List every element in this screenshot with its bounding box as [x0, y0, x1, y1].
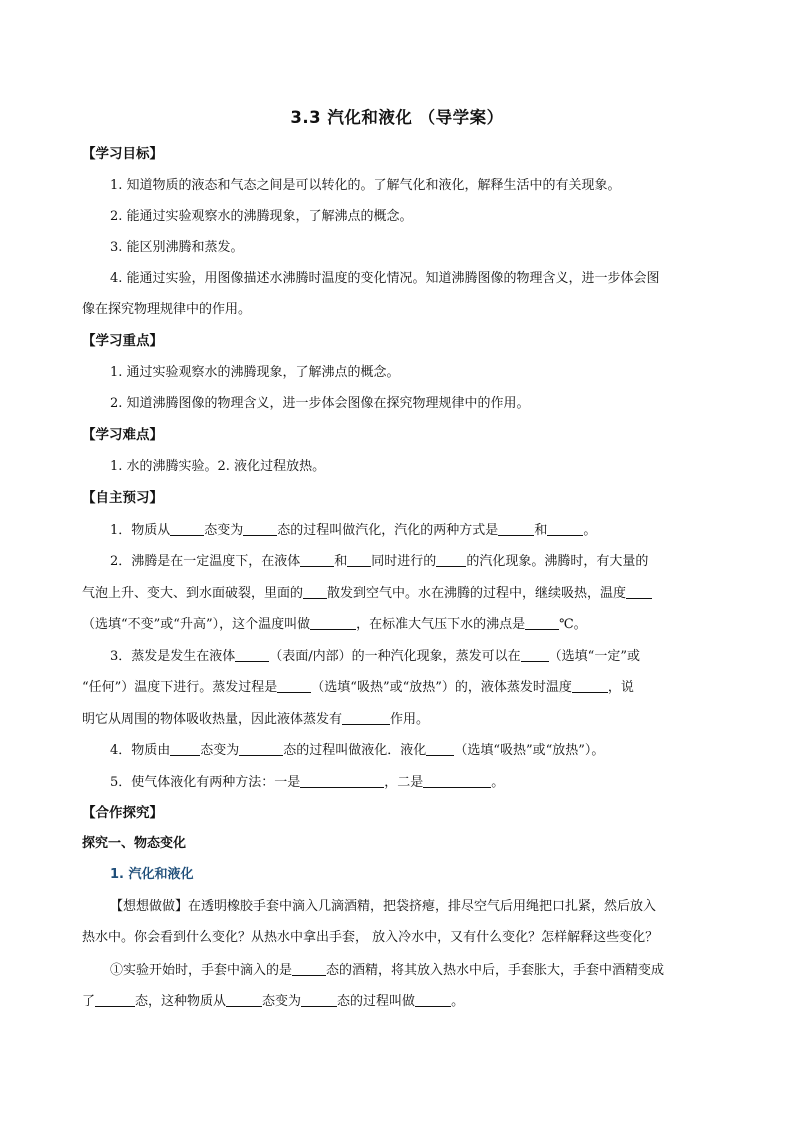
section-explore-heading: 【合作探究】	[82, 805, 163, 821]
goal-4-line-1: 4. 能通过实验，用图像描述水沸腾时温度的变化情况。知道沸腾图像的物理含义，进一步体会图	[110, 271, 660, 286]
preview-question-4: 4．物质由 态变为 态的过程叫做液化．液化 （选填“吸热”或“放热”）。	[110, 743, 605, 758]
blank-field[interactable]	[547, 522, 583, 536]
section-preview-heading: 【自主预习】	[82, 490, 163, 506]
blank-field[interactable]	[277, 679, 311, 693]
section-difficulty-heading: 【学习难点】	[82, 427, 163, 443]
section-focus-heading: 【学习重点】	[82, 333, 163, 349]
blank-field[interactable]	[423, 774, 491, 788]
blank-field[interactable]	[243, 522, 277, 536]
goal-1: 1. 知道物质的液态和气态之间是可以转化的。了解气化和液化，解释生活中的有关现象。	[110, 178, 621, 193]
goal-2: 2. 能通过实验观察水的沸腾现象，了解沸点的概念。	[110, 209, 413, 224]
blank-field[interactable]	[626, 585, 652, 599]
preview-question-3-line-1: 3．蒸发是发生在液体 （表面/内部）的一种汽化现象，蒸发可以在 （选填“一定”或	[110, 649, 640, 664]
explore-subheading-1: 1. 汽化和液化	[110, 867, 194, 882]
preview-question-5: 5．使气体液化有两种方法：一是 ，二是 。	[110, 775, 505, 790]
blank-field[interactable]	[235, 648, 269, 662]
explore-paragraph-1-line-2: 热水中。你会看到什么变化？从热水中拿出手套， 放入冷水中，又有什么变化？怎样解释这些变化？	[82, 930, 659, 945]
page-title: 3.3 汽化和液化 （导学案）	[290, 108, 504, 127]
blank-field[interactable]	[303, 585, 327, 599]
blank-field[interactable]	[525, 616, 559, 630]
blank-field[interactable]	[95, 993, 135, 1007]
explore-paragraph-1-line-1: 【想想做做】在透明橡胶手套中滴入几滴酒精，把袋挤瘪，排尽空气后用绳把口扎紧，然后放入	[110, 899, 657, 914]
blank-field[interactable]	[498, 522, 534, 536]
preview-question-1: 1．物质从 态变为 态的过程叫做汽化，汽化的两种方式是 和 。	[110, 523, 597, 538]
difficulty-1: 1. 水的沸腾实验。2. 液化过程放热。	[110, 459, 326, 474]
blank-field[interactable]	[239, 742, 283, 756]
blank-field[interactable]	[170, 742, 200, 756]
preview-question-2-line-1: 2．沸腾是在一定温度下，在液体 和 同时进行的 的汽化现象。沸腾时，有大量的	[110, 554, 649, 569]
blank-field[interactable]	[300, 774, 384, 788]
blank-field[interactable]	[572, 679, 608, 693]
blank-field[interactable]	[226, 993, 262, 1007]
blank-field[interactable]	[342, 711, 390, 725]
preview-question-2-line-2: 气泡上升、变大、到水面破裂，里面的 散发到空气中。水在沸腾的过程中，继续吸热，温度	[82, 585, 718, 602]
explore-part-1-heading: 探究一、物态变化	[82, 836, 187, 851]
blank-field[interactable]	[300, 553, 334, 567]
blank-field[interactable]	[415, 993, 451, 1007]
blank-field[interactable]	[292, 962, 326, 976]
blank-field[interactable]	[521, 648, 549, 662]
blank-field[interactable]	[170, 522, 204, 536]
goal-4-line-2: 像在探究物理规律中的作用。	[82, 302, 252, 317]
focus-2: 2. 知道沸腾图像的物理含义，进一步体会图像在探究物理规律中的作用。	[110, 396, 530, 411]
explore-paragraph-2-line-2: 了 态，这种物质从 态变为 态的过程叫做 。	[82, 994, 465, 1009]
preview-question-3-line-2: “任何”）温度下进行。蒸发过程是 （选填“吸热”或“放热”）的，液体蒸发时温度 ，说	[82, 680, 634, 695]
explore-paragraph-2-line-1: ①实验开始时，手套中滴入的是 态的酒精，将其放入热水中后，手套胀大，手套中酒精变成	[110, 963, 665, 978]
focus-1: 1. 通过实验观察水的沸腾现象，了解沸点的概念。	[110, 365, 400, 380]
preview-question-3-line-3: 明它从周围的物体吸收热量，因此液体蒸发有 作用。	[82, 712, 430, 727]
blank-field[interactable]	[436, 553, 466, 567]
preview-question-2-line-3: （选填“不变”或“升高”），这个温度叫做 ，在标准大气压下水的沸点是 ℃。	[82, 617, 587, 632]
blank-field[interactable]	[426, 742, 454, 756]
blank-field[interactable]	[347, 553, 371, 567]
goal-3: 3. 能区别沸腾和蒸发。	[110, 240, 244, 255]
section-goals-heading: 【学习目标】	[82, 146, 163, 162]
blank-field[interactable]	[301, 993, 337, 1007]
blank-field[interactable]	[310, 616, 356, 630]
